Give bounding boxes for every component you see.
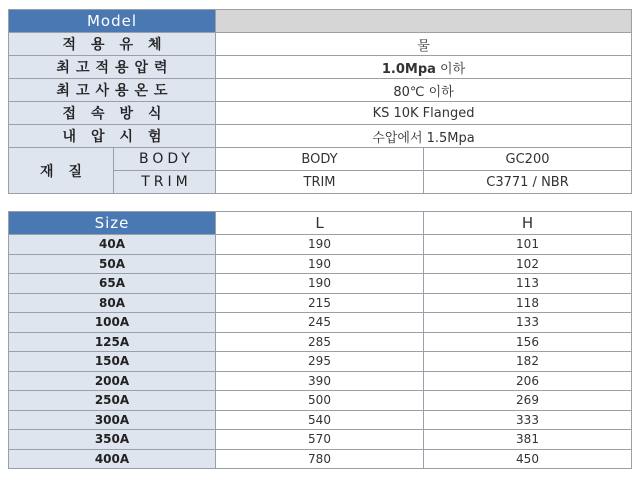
length-cell: 295	[216, 352, 424, 372]
pressure-value-suffix: 이하	[440, 61, 466, 77]
length-cell: 780	[216, 449, 424, 469]
height-cell: 133	[424, 313, 632, 333]
length-cell: 570	[216, 430, 424, 450]
temperature-label: 최고사용온도	[9, 79, 216, 102]
trim-label: TRIM	[114, 171, 216, 194]
size-cell: 125A	[9, 332, 216, 352]
height-cell: 450	[424, 449, 632, 469]
length-cell: 245	[216, 313, 424, 333]
fluid-label: 적용유체	[9, 33, 216, 56]
size-table	[8, 211, 632, 469]
length-cell: 390	[216, 371, 424, 391]
size-cell: 50A	[9, 254, 216, 274]
size-cell: 65A	[9, 274, 216, 294]
table-row	[9, 371, 632, 391]
table-row	[9, 391, 632, 411]
spec-header-row	[9, 10, 632, 33]
length-cell: 190	[216, 235, 424, 255]
height-cell: 156	[424, 332, 632, 352]
connection-label: 접속방식	[9, 102, 216, 125]
spec-table	[8, 9, 632, 194]
trim-value: C3771 / NBR	[424, 171, 632, 194]
table-row	[9, 449, 632, 469]
pressure-value	[216, 56, 632, 79]
table-row	[9, 352, 632, 372]
temperature-value: 80℃ 이하	[216, 79, 632, 102]
spec-row-pressure	[9, 56, 632, 79]
spec-row-body	[9, 148, 632, 171]
size-cell: 150A	[9, 352, 216, 372]
pressure-value-bold: 1.0Mpa	[381, 61, 436, 77]
length-header: L	[216, 212, 424, 235]
height-cell: 381	[424, 430, 632, 450]
size-cell: 350A	[9, 430, 216, 450]
length-cell: 500	[216, 391, 424, 411]
size-cell: 400A	[9, 449, 216, 469]
test-value: 수압에서 1.5Mpa	[216, 125, 632, 148]
spec-row-test	[9, 125, 632, 148]
length-cell: 540	[216, 410, 424, 430]
model-value	[216, 10, 632, 33]
length-cell: 215	[216, 293, 424, 313]
test-label: 내압시험	[9, 125, 216, 148]
model-header: Model	[9, 10, 216, 33]
height-header: H	[424, 212, 632, 235]
spec-row-connection	[9, 102, 632, 125]
material-label: 재질	[9, 148, 114, 194]
size-cell: 80A	[9, 293, 216, 313]
length-cell: 285	[216, 332, 424, 352]
height-cell: 101	[424, 235, 632, 255]
size-cell: 300A	[9, 410, 216, 430]
spec-row-fluid	[9, 33, 632, 56]
table-row	[9, 332, 632, 352]
body-value: GC200	[424, 148, 632, 171]
size-table-body	[9, 212, 632, 469]
table-row	[9, 410, 632, 430]
height-cell: 269	[424, 391, 632, 411]
height-cell: 206	[424, 371, 632, 391]
height-cell: 182	[424, 352, 632, 372]
length-cell: 190	[216, 254, 424, 274]
table-row	[9, 254, 632, 274]
height-cell: 118	[424, 293, 632, 313]
table-row	[9, 313, 632, 333]
size-header-row	[9, 212, 632, 235]
pressure-label: 최고적용압력	[9, 56, 216, 79]
body-label: BODY	[114, 148, 216, 171]
body-name: BODY	[216, 148, 424, 171]
size-cell: 200A	[9, 371, 216, 391]
size-header: Size	[9, 212, 216, 235]
spec-row-temperature	[9, 79, 632, 102]
connection-value: KS 10K Flanged	[216, 102, 632, 125]
table-row	[9, 235, 632, 255]
height-cell: 113	[424, 274, 632, 294]
trim-name: TRIM	[216, 171, 424, 194]
fluid-value: 물	[216, 33, 632, 56]
table-row	[9, 274, 632, 294]
length-cell: 190	[216, 274, 424, 294]
table-row	[9, 293, 632, 313]
height-cell: 102	[424, 254, 632, 274]
size-cell: 100A	[9, 313, 216, 333]
height-cell: 333	[424, 410, 632, 430]
size-cell: 250A	[9, 391, 216, 411]
size-cell: 40A	[9, 235, 216, 255]
table-row	[9, 430, 632, 450]
